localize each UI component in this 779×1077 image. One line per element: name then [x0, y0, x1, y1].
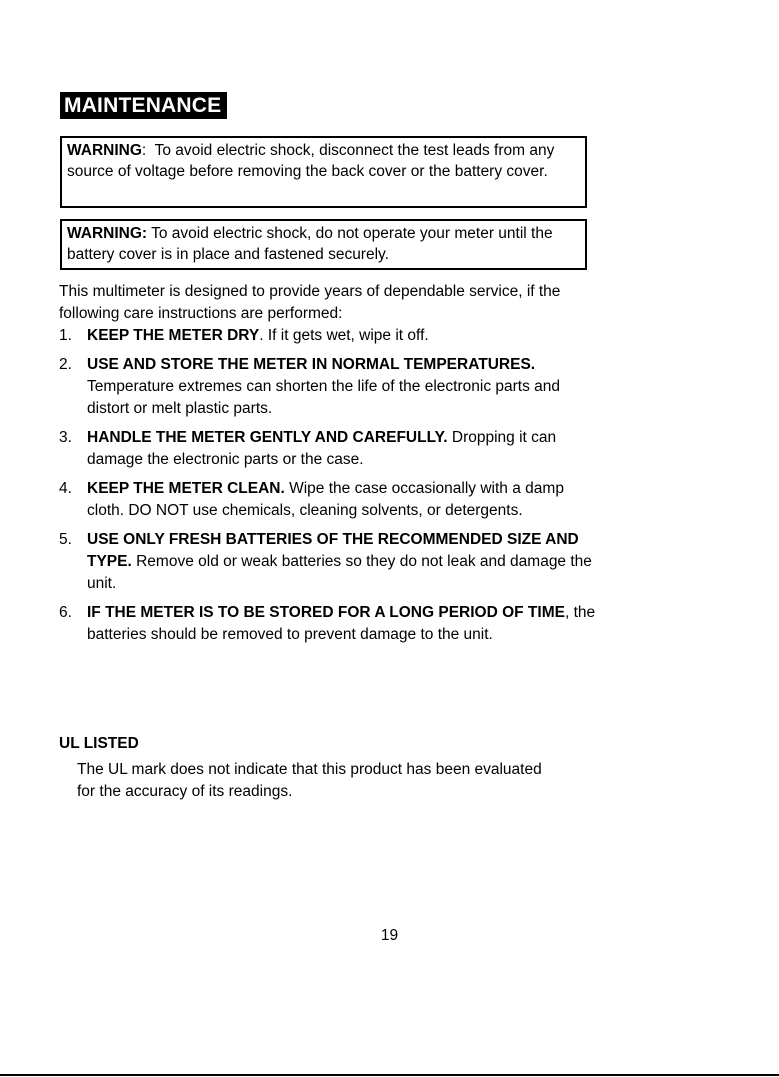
section-title: MAINTENANCE	[60, 92, 227, 119]
list-item	[59, 354, 599, 420]
list-item-title: USE ONLY FRESH BATTERIES OF THE RECOMMENDED SIZE AND TYPE.	[87, 531, 579, 570]
list-item-text: Remove old or weak batteries so they do not leak and damage the unit.	[87, 553, 592, 592]
list-item	[59, 529, 599, 595]
list-item-text: , the batteries should be removed to prevent damage to the unit.	[87, 604, 596, 643]
warning-label-2: WARNING:	[67, 225, 148, 242]
list-item-title: IF THE METER IS TO BE STORED FOR A LONG PERIOD OF TIME	[87, 604, 565, 621]
intro-paragraph: This multimeter is designed to provide years of dependable service, if the following care instructions are performed:	[59, 283, 561, 322]
warning-text-1: To avoid electric shock, disconnect the test leads from any source of voltage before removing the back cover or the battery cover.	[67, 142, 559, 180]
ul-listed-heading: UL LISTED	[59, 735, 139, 752]
warning-colon-1: :	[141, 142, 147, 159]
warning-text-2: To avoid electric shock, do not operate your meter until the battery cover is in place and fastened securely.	[67, 225, 553, 263]
bottom-divider	[0, 1074, 779, 1076]
warning-label-1: WARNING	[67, 142, 142, 159]
list-item-text: Temperature extremes can shorten the life of the electronic parts and distort or melt plastic parts.	[87, 378, 560, 417]
list-item	[59, 325, 599, 347]
list-item	[59, 427, 599, 471]
list-item-number: 1.	[59, 327, 72, 344]
list-item-number: 6.	[59, 604, 72, 621]
list-item-number: 2.	[59, 356, 72, 373]
list-item-title: KEEP THE METER DRY	[87, 327, 260, 344]
list-item-title: HANDLE THE METER GENTLY AND CAREFULLY.	[87, 429, 448, 446]
list-item-text: Dropping it can damage the electronic parts or the case.	[87, 429, 557, 468]
list-item-title: KEEP THE METER CLEAN.	[87, 480, 285, 497]
ul-listed-text: The UL mark does not indicate that this product has been evaluated for the accuracy of its readings.	[77, 761, 542, 800]
list-item-text: Wipe the case occasionally with a damp cloth. DO NOT use chemicals, cleaning solvents, or detergents.	[87, 480, 564, 519]
warning-box-2	[60, 219, 587, 270]
list-item-title: USE AND STORE THE METER IN NORMAL TEMPERATURES.	[87, 356, 536, 373]
care-instructions-list	[59, 325, 599, 646]
list-item-text: . If it gets wet, wipe it off.	[259, 327, 429, 344]
list-item	[59, 602, 599, 646]
list-item-number: 3.	[59, 429, 72, 446]
list-item	[59, 478, 599, 522]
list-item-number: 4.	[59, 480, 72, 497]
page-number: 19	[380, 927, 399, 944]
list-item-number: 5.	[59, 531, 72, 548]
warning-box-1	[60, 136, 587, 208]
